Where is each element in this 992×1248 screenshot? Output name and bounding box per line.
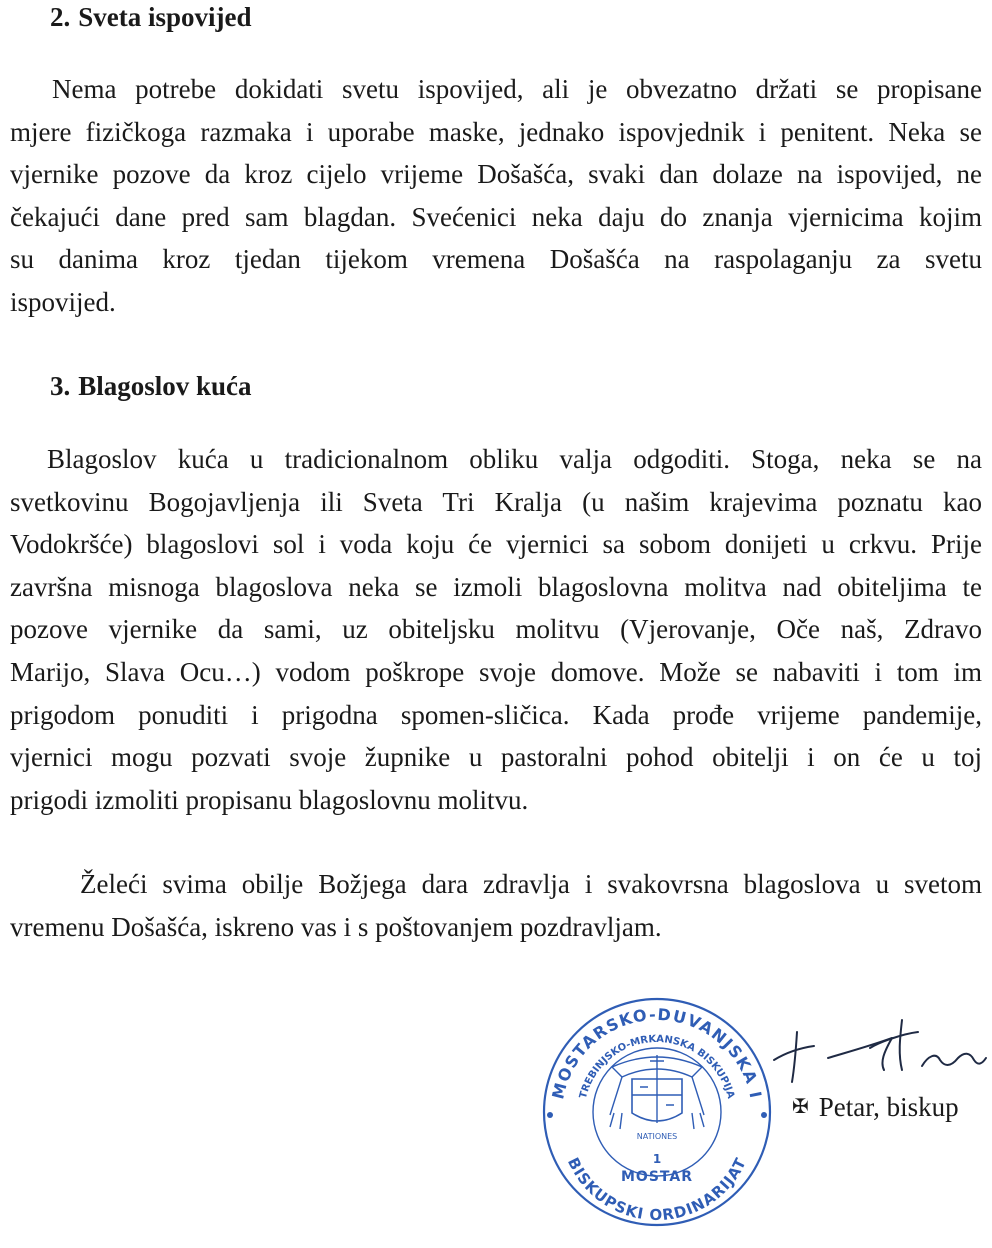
stamp-city: MOSTAR (621, 1169, 693, 1185)
text-line: Vodokršće) blagoslovi sol i voda koju će vjernici sa sobom donijeti u crkvu. Prije (10, 529, 982, 560)
stamp-dot-icon (761, 1112, 767, 1118)
text-line: prigodi izmoliti propisanu blagoslovnu molitvu. (10, 784, 529, 815)
text-line: Želeći svima obilje Božjega dara zdravlja i svakovrsna blagoslova u svetom (80, 869, 982, 899)
closing-paragraph (10, 863, 982, 948)
text-line: svetkovinu Bogojavljenja ili Sveta Tri Kralja (u našim krajevima poznatu kao (10, 486, 982, 517)
section-title: Sveta ispovijed (78, 2, 252, 32)
text-line: Blagoslov kuća u tradicionalnom obliku valja odgoditi. Stoga, neka se na (47, 444, 982, 474)
coat-of-arms-icon (610, 1055, 704, 1129)
text-line: Marijo, Slava Ocu…) vodom poškrope svoje domove. Može se nabaviti i tom im (10, 656, 982, 687)
text-line: vremenu Došašća, iskreno vas i s poštovanjem pozdravljam. (10, 911, 662, 942)
stamp-number: 1 (652, 1152, 662, 1166)
section-title: Blagoslov kuća (78, 371, 252, 401)
section-heading-blagoslov-kuca (50, 371, 252, 402)
stamp-dot-icon (547, 1112, 553, 1118)
section-heading-sveta-ispovijed (50, 2, 252, 33)
stamp-bottom-text: BISKUPSKI ORDINARIJAT (563, 1154, 751, 1225)
handwritten-signature (752, 1008, 990, 1088)
section-number: 3. (50, 371, 71, 401)
text-line: su danima kroz tjedan tijekom vremena Došašća na raspolaganju za svetu (10, 244, 982, 275)
signoff (792, 1092, 959, 1123)
official-stamp (540, 995, 775, 1230)
text-line: Nema potrebe dokidati svetu ispovijed, ali je obvezatno držati se propisane (52, 74, 982, 104)
text-line: završna misnoga blagoslova neka se izmoli blagoslovna molitva nad obiteljima te (10, 571, 982, 602)
stamp-inner-text: TREBINJSKO-MRKANSKA BISKUPIJA (577, 1033, 737, 1100)
stamp-outer-text: MOSTARSKO-DUVANJSKA I (548, 1004, 766, 1101)
paragraph-blagoslov-kuca (10, 438, 982, 821)
paragraph-sveta-ispovijed (10, 68, 982, 324)
stamp-motto: NATIONES (636, 1132, 678, 1141)
text-line: pozove vjernike da sami, uz obiteljsku molitvu (Vjerovanje, Oče naš, Zdravo (10, 614, 982, 645)
text-line: mjere fizičkoga razmaka i uporabe maske, jednako ispovjednik i penitent. Neka se (10, 116, 982, 147)
text-line: čekajući dane pred sam blagdan. Svećenici neka daju do znanja vjernicima kojim (10, 201, 982, 232)
section-number: 2. (50, 2, 71, 32)
text-line: ispovijed. (10, 286, 116, 317)
text-line: vjernici mogu pozvati svoje župnike u pastoralni pohod obitelji i on će u toj (10, 742, 982, 773)
text-line: vjernike pozove da kroz cijelo vrijeme Došašća, svaki dan dolaze na ispovijed, ne (10, 159, 982, 190)
signer-name: Petar, biskup (818, 1092, 959, 1122)
cross-icon: ✠ (792, 1096, 809, 1118)
text-line: prigodom ponuditi i prigodna spomen-sličica. Kada prođe vrijeme pandemije, (10, 699, 982, 730)
